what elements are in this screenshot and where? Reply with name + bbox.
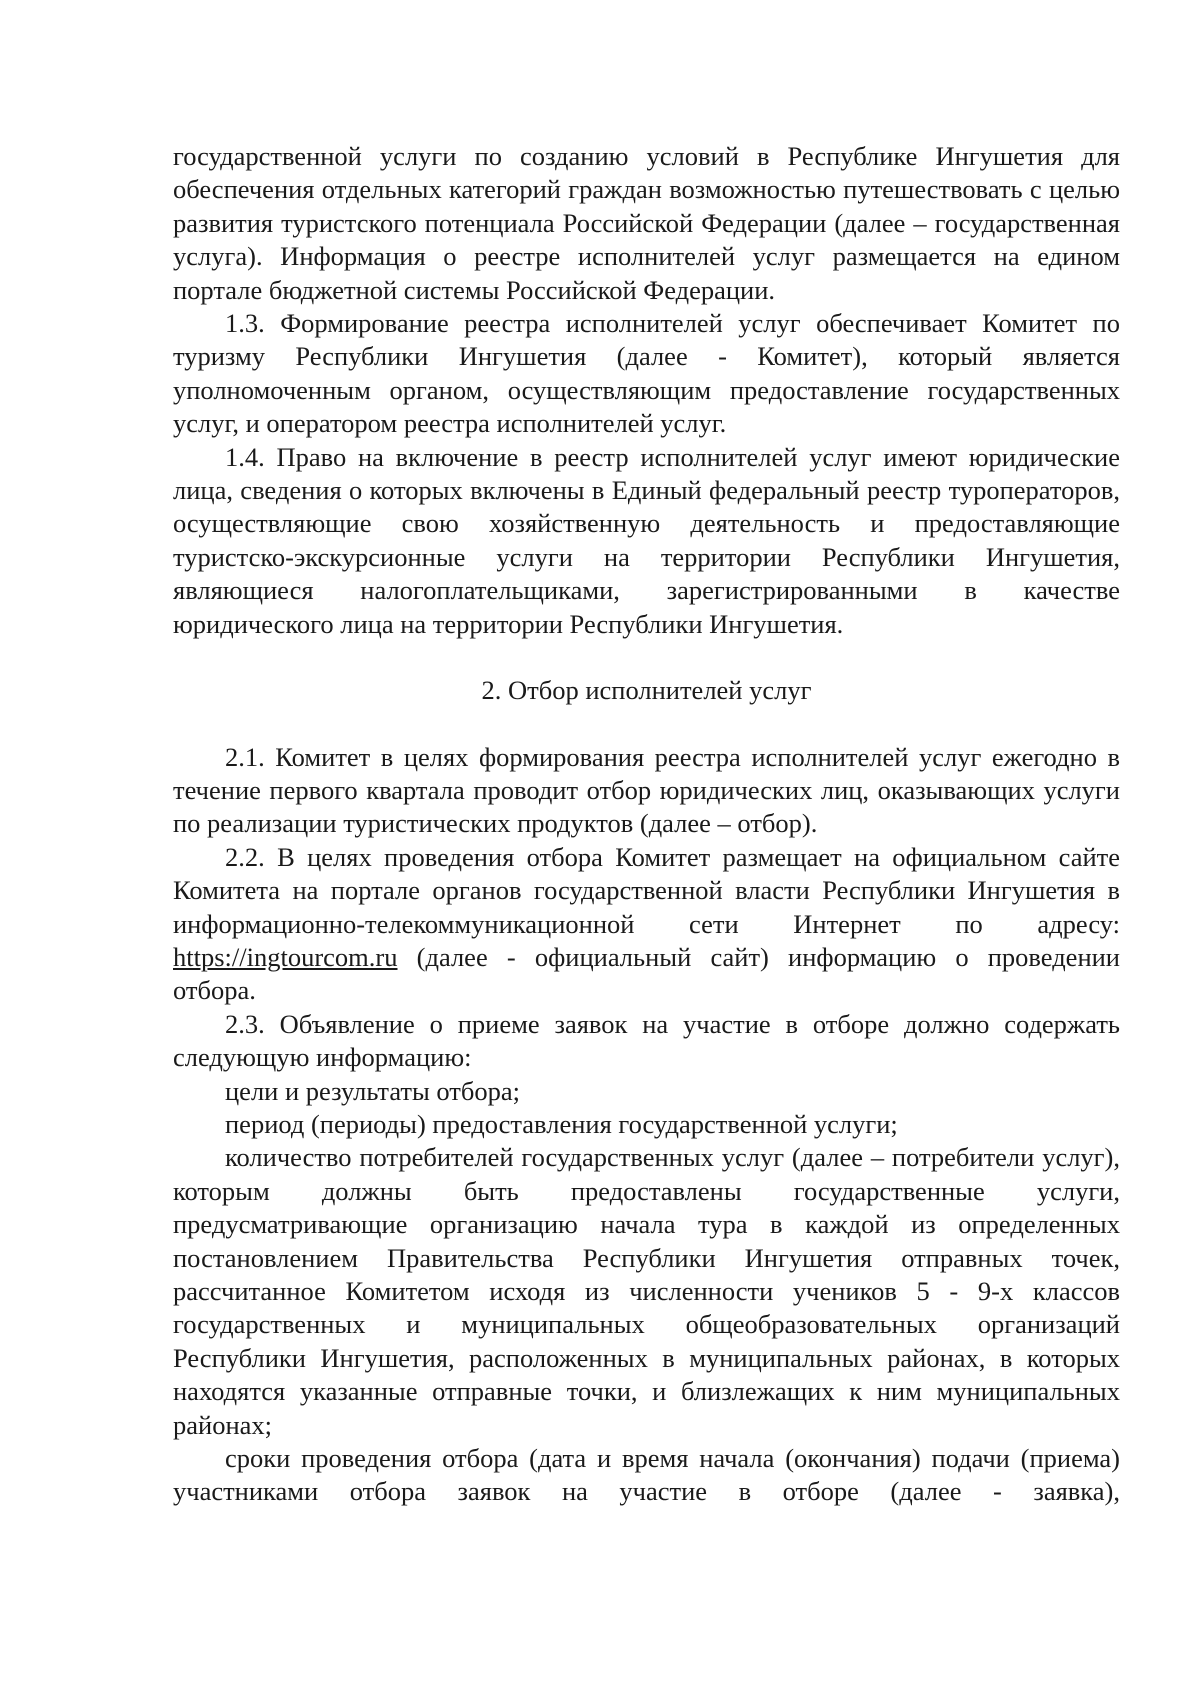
paragraph-2-1: 2.1. Комитет в целях формирования реестра исполнителей услуг ежегодно в течение первого квартала проводит отбор юридических лиц, оказывающих услуги по реализации туристических продуктов (далее – отбор).	[173, 741, 1120, 839]
list-item-selection-terms: сроки проведения отбора (дата и время начала (окончания) подачи (приема) участниками отбора заявок на участие в отборе (далее - заявка),	[173, 1443, 1120, 1507]
paragraph-1-3: 1.3. Формирование реестра исполнителей услуг обеспечивает Комитет по туризму Республики Ингушетия (далее - Комитет), который является уполномоченным органом, осуществляющим предоставление государственных услуг, и оператором реестра исполнителей услуг.	[173, 308, 1120, 439]
paragraph-2-2-text-after: (далее - официальный сайт) информацию о проведении отбора.	[173, 941, 1120, 1006]
list-item-period: период (периоды) предоставления государственной услуги;	[225, 1108, 898, 1139]
paragraph-2-2	[173, 841, 1120, 1008]
official-site-link[interactable]: https://ingtourcom.ru	[173, 941, 398, 972]
list-item-consumer-count: количество потребителей государственных услуг (далее – потребители услуг), которым должны быть предоставлены государственные услуги, предусматривающие организацию начала тура в каждой из определенных постановлением Правительства Республики Ингушетия отправных точек, рассчитанное Комитетом исходя из численности учеников 5 - 9-х классов государственных и муниципальных общеобразовательных организаций Республики Ингушетия, расположенных в муниципальных районах, в которых находятся указанные отправные точки, и близлежащих к ним муниципальных районах;	[173, 1142, 1120, 1440]
paragraph-intro: государственной услуги по созданию условий в Республике Ингушетия для обеспечения отдельных категорий граждан возможностью путешествовать с целью развития туристского потенциала Российской Федерации (далее – государственная услуга). Информация о реестре исполнителей услуг размещается на едином портале бюджетной системы Российской Федерации.	[173, 141, 1120, 305]
section-heading-2: 2. Отбор исполнителей услуг	[481, 675, 812, 706]
document-body	[173, 140, 1120, 1509]
paragraph-2-2-text-before: 2.2. В целях проведения отбора Комитет размещает на официальном сайте Комитета на портале органов государственной власти Республики Ингушетия в информационно-телекоммуникационной сети Интернет по адресу:	[173, 841, 1120, 939]
list-item-goals: цели и результаты отбора;	[225, 1075, 520, 1106]
paragraph-1-4: 1.4. Право на включение в реестр исполнителей услуг имеют юридические лица, сведения о которых включены в Единый федеральный реестр туроператоров, осуществляющие свою хозяйственную деятельность и предоставляющие туристско-экскурсионные услуги на территории Республики Ингушетия, являющиеся налогоплательщиками, зарегистрированными в качестве юридического лица на территории Республики Ингушетия.	[173, 441, 1120, 639]
paragraph-2-3: 2.3. Объявление о приеме заявок на участие в отборе должно содержать следующую информацию:	[173, 1008, 1120, 1073]
